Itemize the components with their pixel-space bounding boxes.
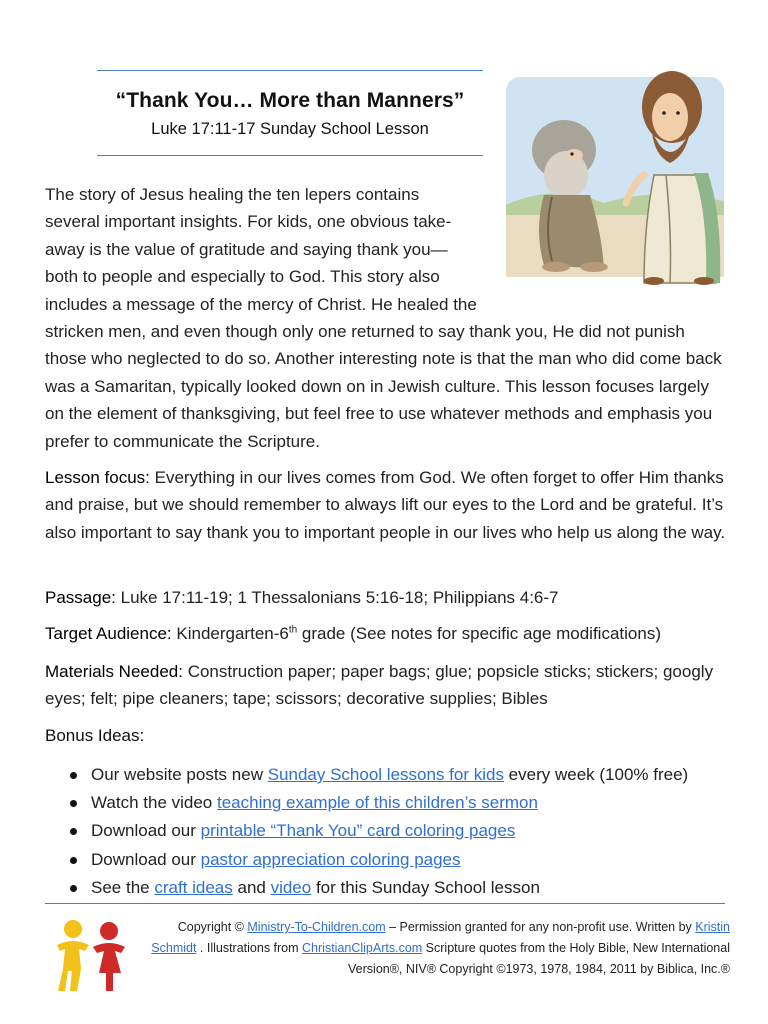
lesson-focus-text: Everything in our lives comes from God. We often forget to offer Him thanks and praise, but we should remember to always lift our eyes to the Lord and be grateful. It’s also important to say thank you to important people in our lives who help us along the way. (45, 468, 726, 542)
bullet-icon (70, 800, 77, 807)
thank-you-card-link[interactable]: printable “Thank You” card coloring pages (200, 821, 516, 841)
materials-text: Construction paper; paper bags; glue; popsicle sticks; stickers; googly eyes; felt; pipe cleaners; tape; scissors; decorative supplies; Bibles (45, 662, 714, 709)
list-item (45, 789, 735, 817)
bonus-heading: Bonus Ideas: (45, 726, 145, 745)
bonus-text: for this Sunday School lesson (311, 877, 540, 897)
bullet-icon (70, 772, 77, 779)
bullet-icon (70, 885, 77, 892)
materials-label: Materials Needed: (45, 662, 183, 681)
footer-text: Scripture quotes from the Holy Bible, New International Version®, NIV® Copyright ©1973, 1978, 1984, 2011 by Biblica, Inc.® (348, 941, 730, 976)
footer-text: . Illustrations from (196, 941, 303, 955)
bonus-text: and (232, 877, 271, 897)
bullet-icon (70, 828, 77, 835)
list-item (45, 761, 735, 789)
bonus-text: Our website posts new (91, 765, 268, 784)
title-block (97, 70, 483, 156)
list-item (45, 817, 735, 845)
bonus-text: See the (91, 877, 155, 897)
target-audience-text-a: Kindergarten-6 (171, 624, 289, 643)
list-item (45, 846, 735, 874)
intro-section (45, 181, 725, 455)
author-link[interactable]: Kristin Schmidt (151, 920, 730, 955)
passage-text: Luke 17:11-19; 1 Thessalonians 5:16-18; Philippians 4:6-7 (115, 588, 559, 607)
page-title: “Thank You… More than Manners” (115, 89, 465, 112)
materials-section (45, 658, 730, 713)
bonus-text: every week (100% free) (503, 765, 689, 784)
title-bottom-rule (97, 155, 483, 156)
bonus-list (45, 761, 735, 902)
illustration-spacer (477, 181, 725, 299)
pastor-appreciation-link[interactable]: pastor appreciation coloring pages (200, 849, 461, 869)
footer-text: – Permission granted for any non-profit use. Written by (385, 920, 696, 934)
footer-copyright (150, 917, 730, 980)
two-paper-children-logo (43, 915, 143, 995)
footer-text: Copyright © (177, 920, 248, 934)
target-audience-section (45, 620, 730, 647)
passage-section (45, 584, 730, 611)
page-subtitle: Luke 17:11-17 Sunday School Lesson (151, 120, 429, 138)
bonus-text: Download our (91, 821, 201, 841)
footer-rule (45, 903, 725, 904)
target-audience-label: Target Audience: (45, 624, 172, 643)
target-audience-text-b: grade (See notes for specific age modifications) (297, 624, 661, 643)
sunday-school-lessons-link[interactable]: Sunday School lessons for kids (267, 765, 504, 784)
target-audience-sup: th (288, 624, 298, 636)
christian-clip-arts-link[interactable]: ChristianClipArts.com (302, 941, 423, 955)
ministry-to-children-link[interactable]: Ministry-To-Children.com (247, 920, 386, 934)
lesson-focus-label: Lesson focus: (45, 468, 150, 487)
video-link[interactable]: video (270, 877, 312, 897)
lesson-focus-section (45, 464, 730, 546)
bonus-text: Download our (91, 849, 201, 869)
craft-ideas-link[interactable]: craft ideas (154, 877, 233, 897)
list-item (45, 874, 735, 902)
intro-paragraph: The story of Jesus healing the ten lepers contains several important insights. For kids, one obvious take-away is the value of gratitude and saying thank you—both to people and especially to God. This story also includes a message of the mercy of Christ. He healed the stricken men, and even though only one returned to say thank you, He did not punish those who neglected to do so. Another interesting note is that the man who did come back was a Samaritan, typically looked down on in Jewish culture. This lesson focuses largely on the element of thanksgiving, but feel free to use whatever methods and emphasis you prefer to communicate the Scripture. (45, 185, 722, 451)
teaching-example-link[interactable]: teaching example of this children’s sermon (217, 793, 538, 813)
bonus-text: Watch the video (91, 793, 217, 813)
passage-label: Passage: (45, 588, 116, 607)
bullet-icon (70, 857, 77, 864)
title-top-rule (97, 70, 483, 71)
